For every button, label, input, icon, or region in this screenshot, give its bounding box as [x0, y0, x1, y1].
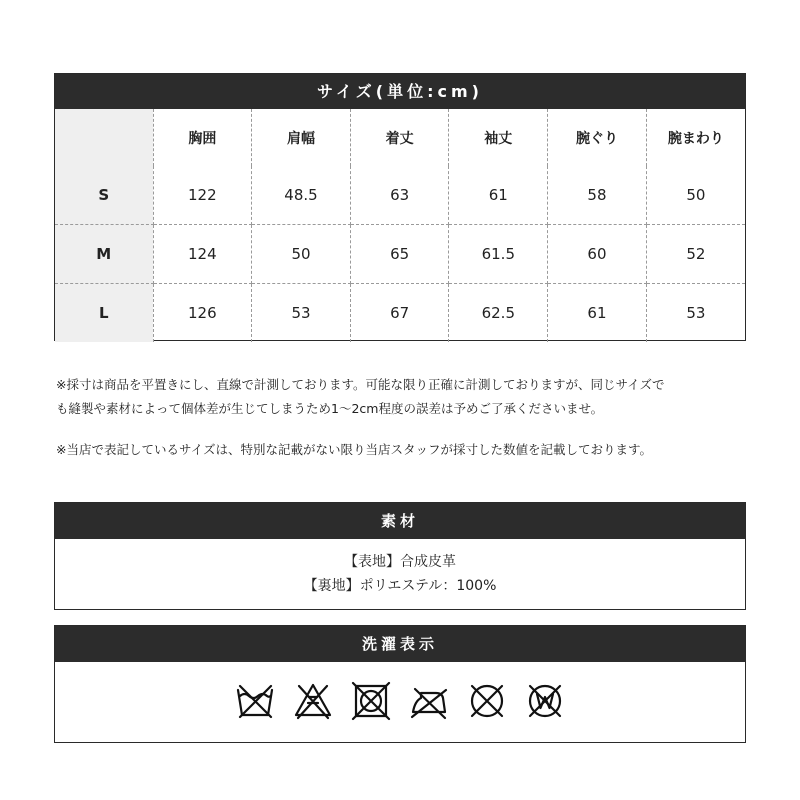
- table-cell: 52: [646, 225, 745, 284]
- size-note: [56, 438, 756, 462]
- table-corner-cell: [55, 109, 153, 166]
- note-line: ※当店で表記しているサイズは、特別な記載がない限り当店スタッフが採寸した数値を記載しております。: [56, 442, 652, 457]
- table-cell: 50: [646, 166, 745, 225]
- table-cell: 48.5: [252, 166, 351, 225]
- size-table-section: [54, 73, 746, 341]
- no-wash-icon: [235, 681, 275, 721]
- column-header-length: 着丈: [350, 109, 449, 166]
- care-section: [54, 625, 746, 743]
- table-cell: 58: [548, 166, 647, 225]
- material-outer: 【表地】合成皮革: [344, 554, 456, 570]
- table-cell: 61: [548, 284, 647, 343]
- size-table-title: サイズ(単位:cm): [55, 74, 745, 109]
- table-cell: 60: [548, 225, 647, 284]
- no-wet-clean-icon: [525, 681, 565, 721]
- table-cell: 50: [252, 225, 351, 284]
- material-body: [55, 539, 745, 598]
- table-row: [55, 225, 745, 284]
- size-table: [55, 109, 745, 342]
- table-cell: 122: [153, 166, 252, 225]
- size-table-header-row: [55, 109, 745, 166]
- column-header-armhole: 腕ぐり: [548, 109, 647, 166]
- table-row: [55, 166, 745, 225]
- table-cell: 53: [686, 304, 706, 322]
- table-cell: 126: [153, 284, 252, 343]
- material-title: 素材: [55, 503, 745, 539]
- note-line: ※採寸は商品を平置きにし、直線で計測しております。可能な限り正確に計測しておりますが、同じサイズで: [56, 377, 665, 392]
- table-cell: 67: [350, 284, 449, 343]
- measurement-note: [56, 373, 756, 421]
- table-cell: 61: [449, 166, 548, 225]
- table-cell: 124: [153, 225, 252, 284]
- size-label: M: [55, 225, 153, 284]
- table-cell: 61.5: [449, 225, 548, 284]
- no-bleach-icon: [293, 681, 333, 721]
- table-row: [55, 284, 745, 343]
- table-cell: 65: [350, 225, 449, 284]
- no-tumble-dry-icon: [351, 681, 391, 721]
- table-cell: 53: [252, 284, 351, 343]
- material-lining: 【裏地】ポリエステル：100%: [303, 578, 497, 594]
- size-label: L: [55, 284, 153, 343]
- care-title: 洗濯表示: [55, 626, 745, 662]
- size-label: S: [55, 166, 153, 225]
- column-header-sleeve: 袖丈: [449, 109, 548, 166]
- column-header-shoulder: 肩幅: [252, 109, 351, 166]
- no-dry-clean-icon: [467, 681, 507, 721]
- table-cell: 62.5: [449, 284, 548, 343]
- column-header-chest: 胸囲: [153, 109, 252, 166]
- material-section: [54, 502, 746, 610]
- note-line: も縫製や素材によって個体差が生じてしまうため1〜2cm程度の誤差は予めご了承くださいませ。: [56, 401, 604, 416]
- no-iron-icon: [409, 681, 449, 721]
- column-header-arm-circumference: 腕まわり: [646, 109, 745, 166]
- table-cell: 63: [350, 166, 449, 225]
- care-icons: [55, 662, 745, 721]
